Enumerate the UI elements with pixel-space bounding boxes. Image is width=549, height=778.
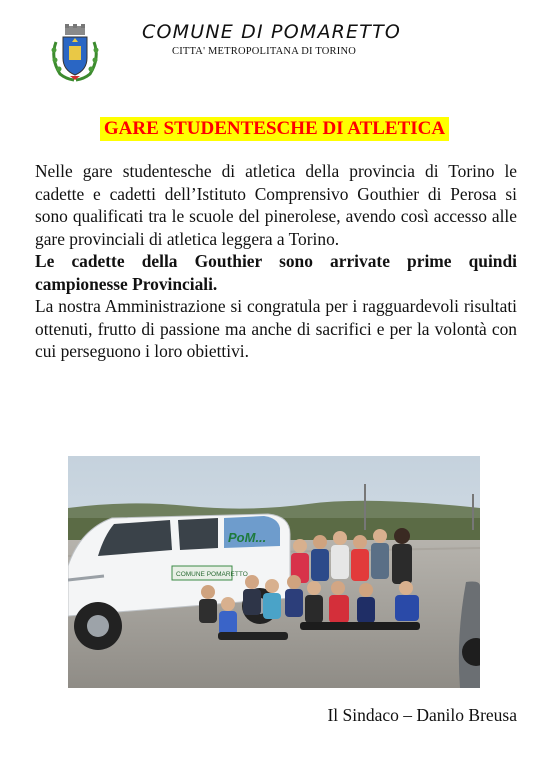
svg-text:PoM...: PoM... xyxy=(228,530,267,545)
van-text: COMUNE POMARETTO xyxy=(176,571,248,578)
municipality-title: COMUNE DI POMARETTO xyxy=(142,21,402,43)
municipality-subtitle: CITTA' METROPOLITANA DI TORINO xyxy=(172,46,357,57)
paragraph-congratulations: La nostra Amministrazione si congratula per i ragguardevoli risultati ottenuti, frutto di passione ma anche di sacrifici e per la volontà con cui perseguono i loro obiettivi. xyxy=(35,296,517,361)
body-text xyxy=(35,160,517,363)
coat-of-arms-logo xyxy=(48,24,102,82)
heading-container xyxy=(0,117,549,141)
paragraph-intro: Nelle gare studentesche di atletica della provincia di Torino le cadette e cadetti dell’Istituto Comprensivo Gouthier di Perosa si sono qualificati tra le scuole del pinerolese, avendo così accesso alle gare provinciali di atletica leggera a Torino. xyxy=(35,161,517,249)
page-heading: GARE STUDENTESCHE DI ATLETICA xyxy=(100,117,449,141)
team-photo xyxy=(68,456,480,688)
paragraph-highlight: Le cadette della Gouthier sono arrivate prime quindi campionesse Provinciali. xyxy=(35,251,517,294)
signature: Il Sindaco – Danilo Breusa xyxy=(327,705,517,725)
